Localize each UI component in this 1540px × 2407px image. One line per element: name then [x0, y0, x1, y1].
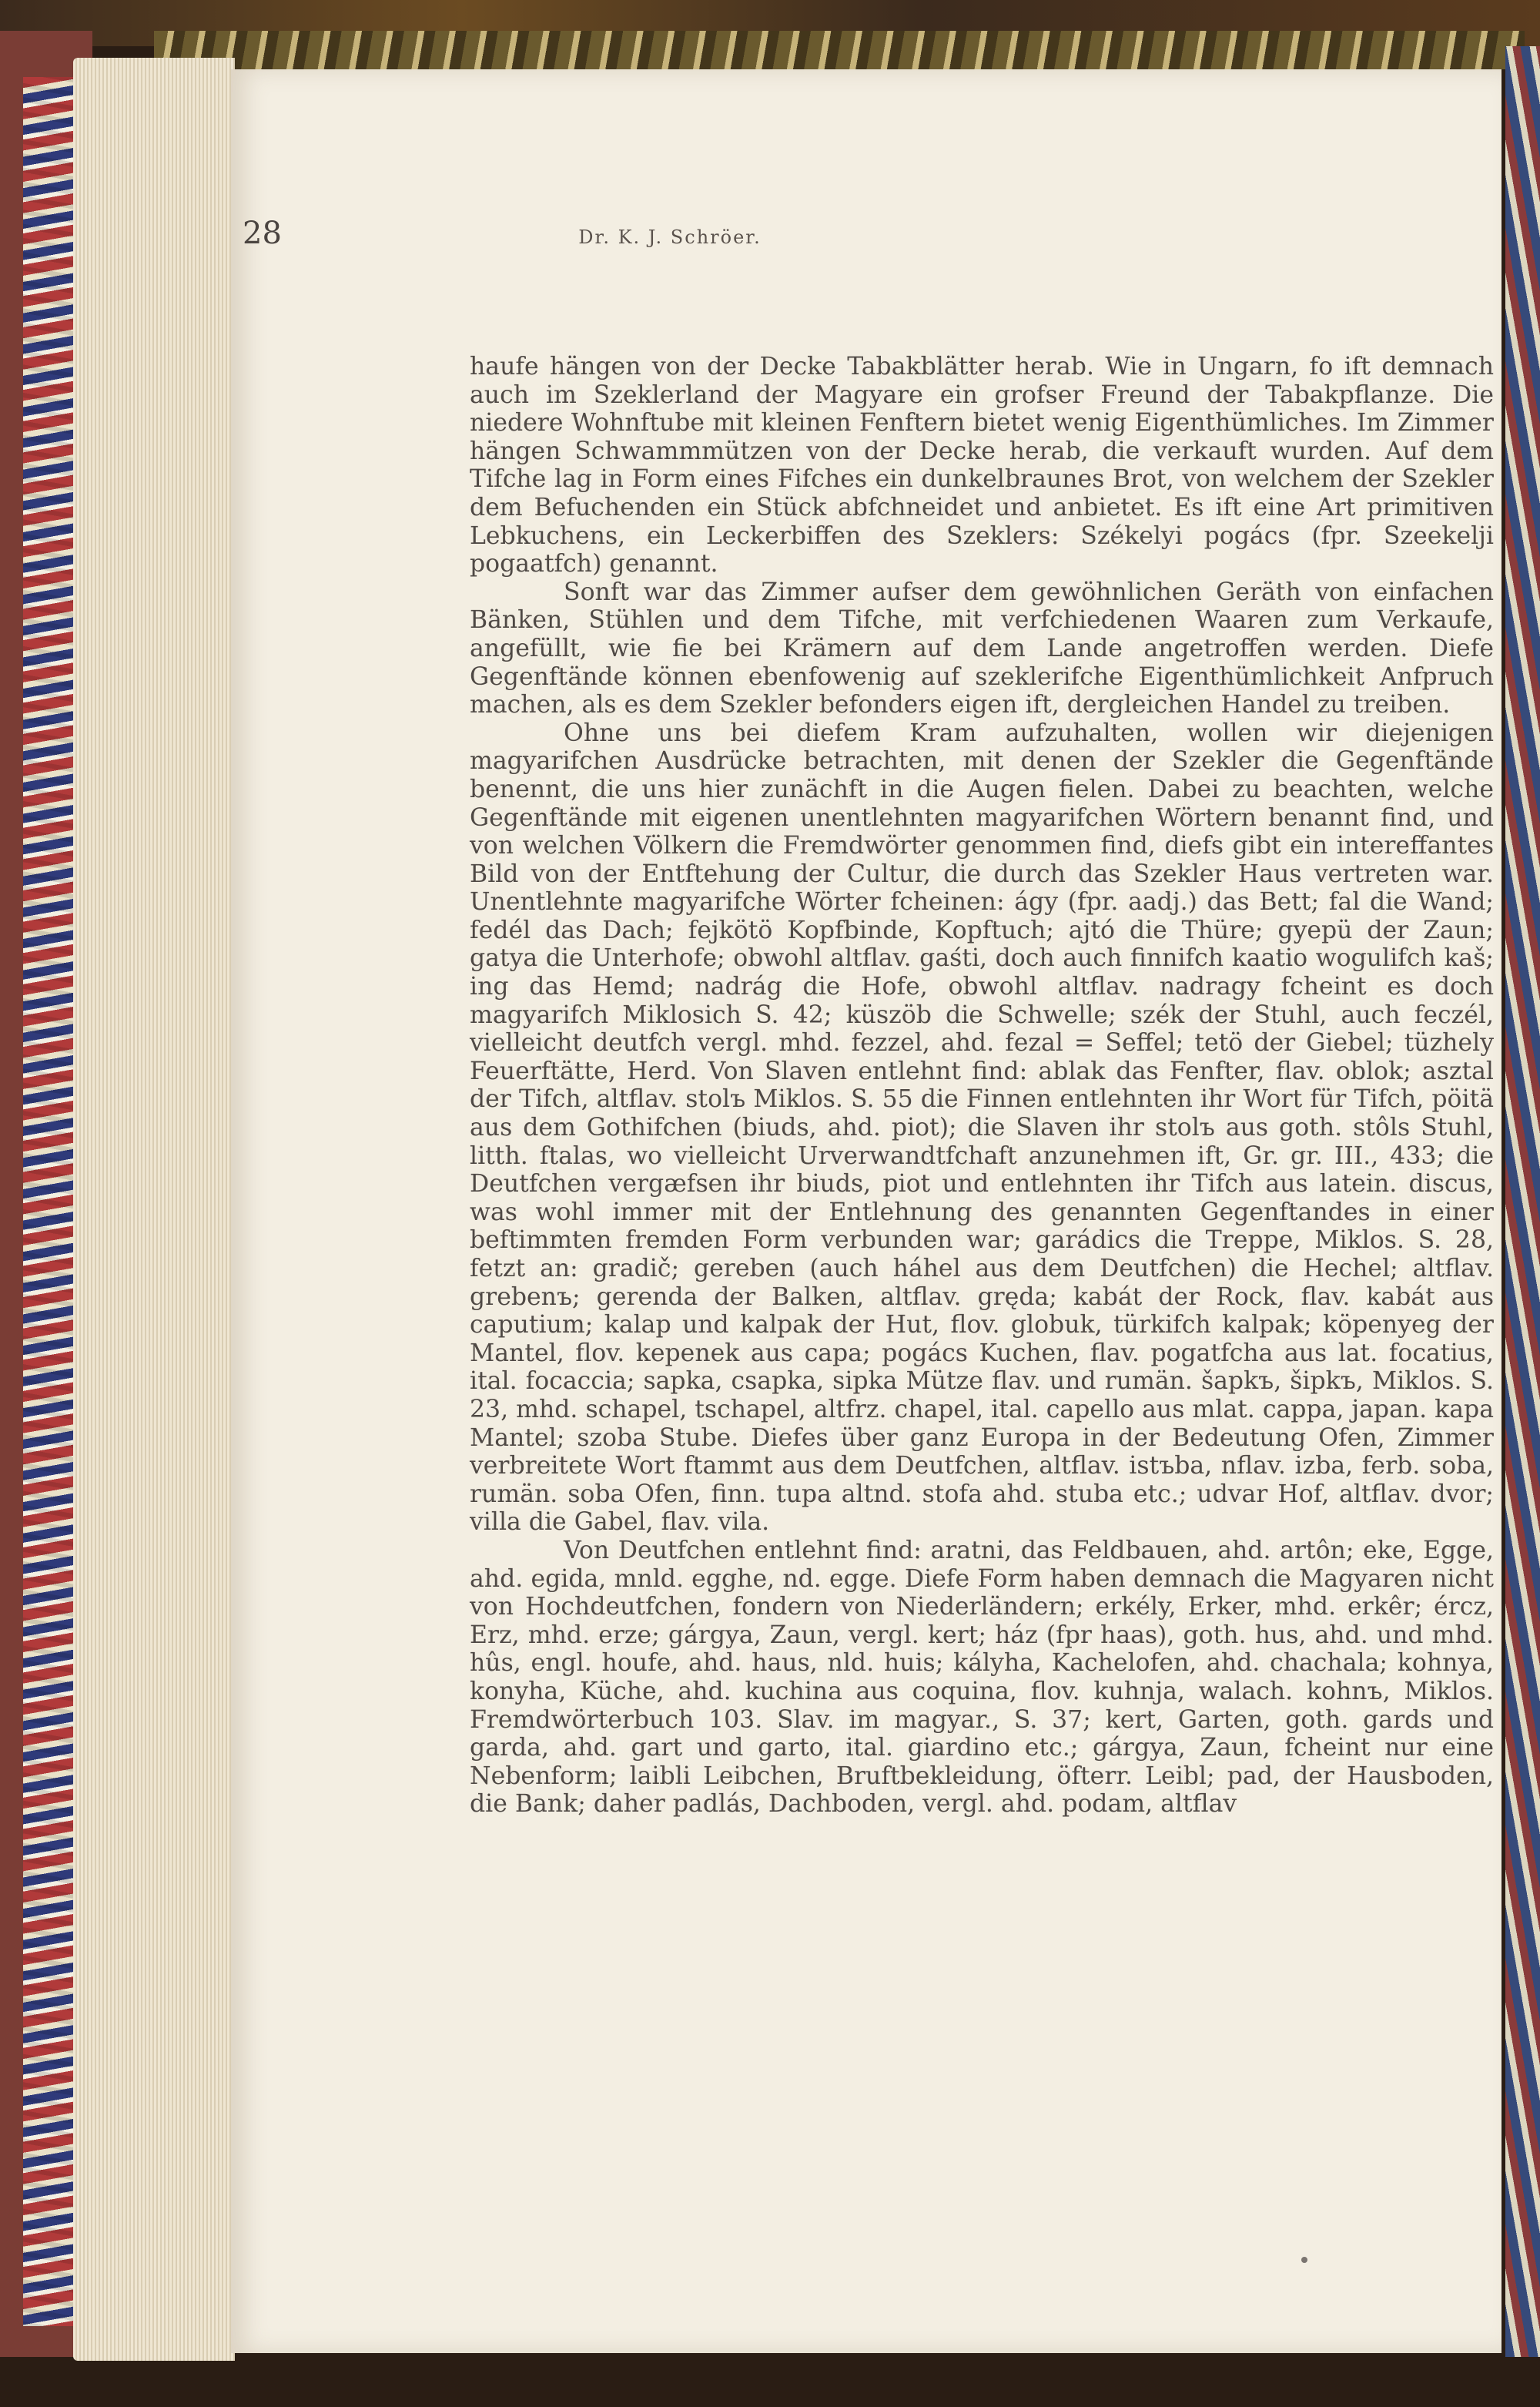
marbled-right-edge — [1505, 46, 1540, 2357]
paper-speck — [1301, 2257, 1307, 2263]
paragraph: Von Deutfchen entlehnt find: aratni, das Feldbauen, ahd. artôn; eke, Egge, ahd. egida, mnld. egghe, nd. egge. Diefe Form haben demnach die Magyaren nicht von Hochdeutfchen, fondern von Niederländern; erkély, Erker, mhd. erkêr; ércz, Erz, mhd. erze; gárgya, Zaun, vergl. kert; ház (fpr haas), goth. hus, ahd. und mhd. hûs, engl. houfe, ahd. haus, nld. huis; kályha, Kachelofen, ahd. chachala; kohnya, konyha, Küche, ahd. kuchina aus coquina, flov. kuhnja, walach. kohnъ, Miklos. Fremdwörterbuch 103. Slav. im magyar., S. 37; kert, Garten, goth. gards und garda, ahd. gart und garto, ital. giardino etc.; gárgya, Zaun, fcheint nur eine Nebenform; laibli Leibchen, Bruftbekleidung, öfterr. Leibl; pad, der Hausboden, die Bank; daher padlás, Dachboden, vergl. ahd. podam, altflav — [470, 1536, 1494, 1819]
paragraph: haufe hängen von der Decke Tabakblätter herab. Wie in Ungarn, fo ift demnach auch im Szeklerland der Magyare ein grofser Freund der Tabakpflanze. Die niedere Wohnftube mit kleinen Fenftern bietet wenig Eigenthümliches. Im Zimmer hängen Schwammmützen von der Decke herab, die verkauft wurden. Auf dem Tifche lag in Form eines Fifches ein dunkelbraunes Brot, von welchem der Szekler dem Befuchenden ein Stück abfchneidet und anbietet. Es ift eine Art primitiven Lebkuchens, ein Leckerbiffen des Szeklers: Székelyi pogács (fpr. Szeekelji pogaatfch) genannt. — [470, 353, 1494, 578]
page-number: 28 — [243, 216, 282, 251]
running-head: Dr. K. J. Schröer. — [578, 226, 762, 248]
marbled-top-edge — [154, 31, 1525, 69]
paragraph: Sonft war das Zimmer aufser dem gewöhnlichen Geräth von einfachen Bänken, Stühlen und dem Tifche, mit verfchiedenen Waaren zum Verkaufe, angefüllt, wie fie bei Krämern auf dem Lande angetroffen werden. Diefe Gegenftände können ebenfowenig auf szeklerifche Eigenthümlichkeit Anfpruch machen, als es dem Szekler befonders eigen ift, dergleichen Handel zu treiben. — [470, 578, 1494, 719]
paragraph: Ohne uns bei diefem Kram aufzuhalten, wollen wir diejenigen magyarifchen Ausdrücke betrachten, mit denen der Szekler die Gegenftände benennt, die uns hier zunächft in die Augen fielen. Dabei zu beachten, welche Gegenftände mit eigenen unentlehnten magyarifchen Wörtern benannt find, und von welchen Völkern die Fremdwörter genommen find, diefs gibt ein intereffantes Bild von der Entftehung der Cultur, die durch das Szekler Haus vertreten war. Unentlehnte magyarifche Wörter fcheinen: ágy (fpr. aadj.) das Bett; fal die Wand; fedél das Dach; fejkötö Kopfbinde, Kopftuch; ajtó die Thüre; gyepü der Zaun; gatya die Unterhofe; obwohl altflav. gaśti, doch auch finnifch kaatio wogulifch kaš; ing das Hemd; nadrág die Hofe, obwohl altflav. nadragy fcheint es doch magyarifch Miklosich S. 42; küszöb die Schwelle; szék der Stuhl, auch feczél, vielleicht deutfch vergl. mhd. fezzel, ahd. fezal = Seffel; tetö der Giebel; tüzhely Feuerftätte, Herd. Von Slaven entlehnt find: ablak das Fenfter, flav. oblok; asztal der Tifch, altflav. stolъ Miklos. S. 55 die Finnen entlehnten ihr Wort für Tifch, pöitä aus dem Gothifchen (biuds, ahd. piot); die Slaven ihr stolъ aus goth. stôls Stuhl, litth. ftalas, wo vielleicht Urverwandtfchaft anzunehmen ift, Gr. gr. III., 433; die Deutfchen vergæfsen ihr biuds, piot und entlehnten ihr Tifch aus latein. discus, was wohl immer mit der Entlehnung des genannten Gegenftandes in einer beftimmten fremden Form verbunden war; garádics die Treppe, Miklos. S. 28, fetzt an: gradič; gereben (auch háhel aus dem Deutfchen) die Hechel; altflav. grebenъ; gerenda der Balken, altflav. gręda; kabát der Rock, flav. kabát aus caputium; kalap und kalpak der Hut, flov. globuk, türkifch kalpak; köpenyeg der Mantel, flov. kepenek aus capa; pogács Kuchen, flav. pogatfcha aus lat. focatius, ital. focaccia; sapka, csapka, sipka Mütze flav. und rumän. šapkъ, šipkъ, Miklos. S. 23, mhd. schapel, tschapel, altfrz. chapel, ital. capello aus mlat. cappa, japan. kapa Mantel; szoba Stube. Diefes über ganz Europa in der Bedeutung Ofen, Zimmer verbreitete Wort ftammt aus dem Deutfchen, altflav. istъba, nflav. izba, ferb. soba, rumän. soba Ofen, finn. tupa altnd. stofa ahd. stuba etc.; udvar Hof, altflav. dvor; villa die Gabel, flav. vila. — [470, 719, 1494, 1537]
page-edges — [73, 58, 235, 2361]
body-text — [470, 353, 1494, 1819]
page-header — [243, 216, 1097, 262]
